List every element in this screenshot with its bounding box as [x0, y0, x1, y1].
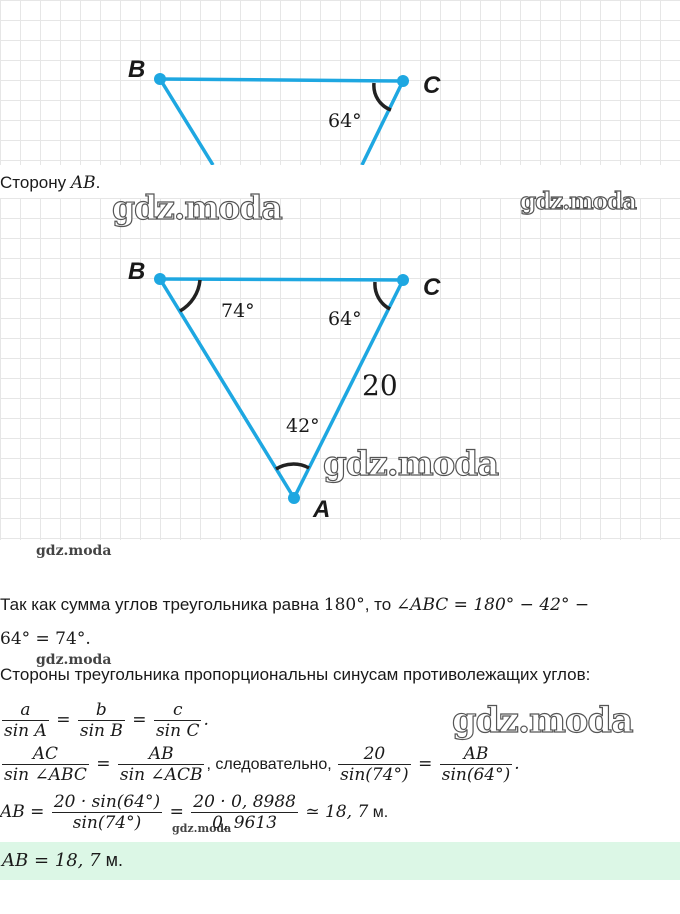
fraction: $\frac{c}{\text{sin C}}$	[155, 700, 200, 741]
angle-a-label: 42°	[286, 415, 320, 437]
answer-math: AB = 18, 7	[2, 850, 101, 871]
line1-text: Так как сумма углов треугольника равна	[0, 595, 324, 614]
fraction: $\frac{20}{\sin(74^\circ)}$	[340, 744, 409, 785]
question-suffix: .	[95, 173, 101, 192]
applied-ratio: $\frac{AC}{\text{sin ∠ABC}}$ = $\frac{AB}{\text{sin ∠ACB}}$ , следовательно, $\frac{20}{\sin(74^\circ)}$ = $\frac{AB}{\sin(64^\circ)}$ .	[4, 744, 520, 785]
fraction: $\frac{AC}{\text{sin ∠ABC}}$	[4, 744, 87, 785]
angle-b-label: 74°	[221, 300, 255, 322]
point-c	[397, 274, 409, 286]
law-of-sines: $\frac{a}{\text{sin A}}$ = $\frac{b}{\text{sin B}}$ = $\frac{c}{\text{sin C}}$ .	[4, 700, 209, 741]
watermark: gdz.moda	[520, 188, 636, 215]
watermark: gdz.moda	[36, 652, 112, 668]
vertex-label-b: B	[128, 56, 146, 83]
answer-box	[0, 842, 680, 880]
watermark: gdz.moda	[172, 822, 232, 835]
side-ca	[362, 81, 403, 165]
line1-math-180: 180°	[323, 595, 365, 615]
vertex-label-c-main: C	[423, 274, 441, 301]
watermark: gdz.moda	[452, 700, 633, 741]
side-ba	[160, 79, 213, 165]
solution-line-1	[0, 594, 589, 616]
line1-text2: , то	[364, 595, 396, 614]
side-bc	[160, 79, 403, 81]
point-b	[154, 273, 166, 285]
solution-line-3: Стороны треугольника пропорциональны синусам противолежащих углов:	[0, 665, 591, 684]
angle-c-arc	[374, 83, 391, 110]
vertex-label-a-main: A	[313, 496, 331, 523]
question-line	[0, 172, 100, 194]
side-bc	[160, 279, 403, 280]
angle-a-arc	[276, 464, 309, 469]
fraction: $\frac{AB}{\text{sin ∠ACB}}$	[119, 744, 203, 785]
watermark: gdz.moda	[323, 444, 499, 484]
angle-c-label: 64°	[328, 110, 362, 132]
vertex-label-c: C	[423, 72, 441, 99]
point-c	[397, 75, 409, 87]
calculation: AB = $\frac{20 \cdot \sin(64^\circ)}{\sin(74^\circ)}$ = $\frac{20 \cdot 0, 8988}{0, 9613}$ ≃ 18, 7 м.	[0, 792, 389, 833]
fraction: $\frac{20 \cdot 0, 8988}{0, 9613}$	[193, 792, 296, 833]
answer-text	[2, 850, 123, 871]
question-prefix: Сторону	[0, 173, 71, 192]
watermark: gdz.moda	[36, 543, 112, 559]
answer-unit: м.	[100, 850, 123, 870]
vertex-label-b-main: B	[128, 258, 146, 285]
triangle-figure-main	[0, 198, 680, 540]
line1-math-angle: ∠ABC = 180° − 42° −	[395, 595, 590, 615]
point-a	[288, 492, 300, 504]
fraction: $\frac{a}{\text{sin A}}$	[4, 700, 47, 741]
fraction: $\frac{AB}{\sin(64^\circ)}$	[441, 744, 511, 785]
angle-c-arc	[375, 282, 390, 309]
watermark: gdz.moda	[112, 188, 282, 227]
fraction: $\frac{20 \cdot \sin(64^\circ)}{\sin(74^\circ)}$	[53, 792, 161, 833]
point-b	[154, 73, 166, 85]
solution-line-2: 64° = 74°.	[0, 629, 91, 649]
triangle-figure-top	[0, 0, 680, 165]
angle-b-arc	[180, 280, 200, 311]
question-math: AB	[70, 173, 96, 193]
angle-c-label-main: 64°	[328, 308, 362, 330]
apply-mid-text: , следовательно,	[206, 756, 337, 773]
side-ac-length: 20	[362, 369, 398, 402]
fraction: $\frac{b}{\text{sin B}}$	[79, 700, 123, 741]
